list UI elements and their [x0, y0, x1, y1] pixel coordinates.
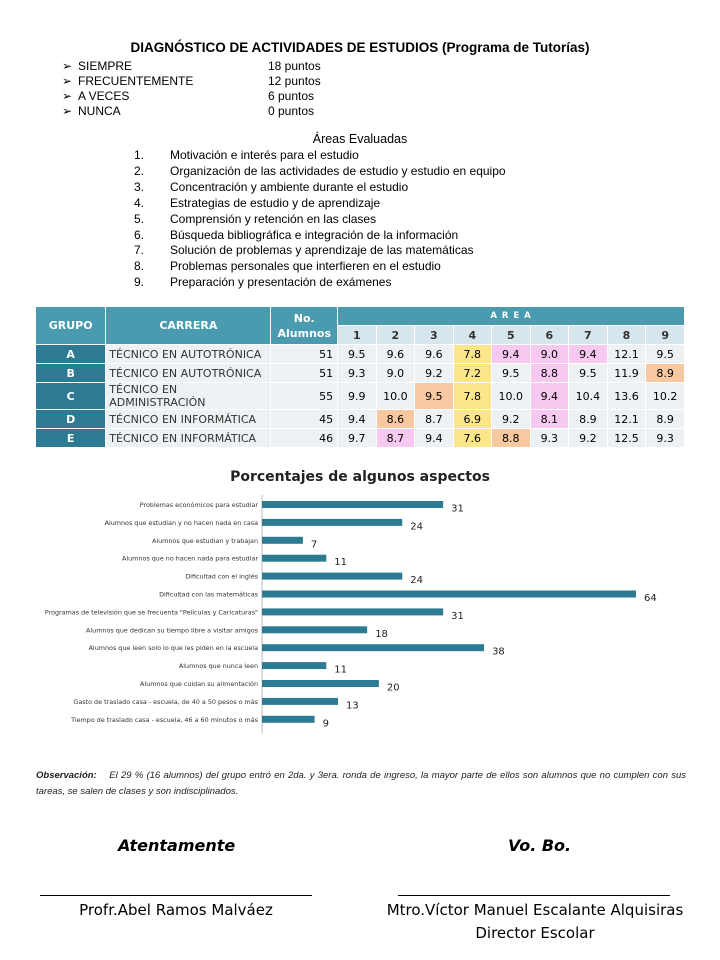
arrow-bullet-icon: ➢	[62, 74, 73, 88]
chart-value-label: 24	[410, 575, 423, 587]
chart-value-label: 31	[451, 610, 464, 622]
header-grupo: GRUPO	[36, 307, 106, 345]
career-cell: TÉCNICO EN AUTOTRÓNICA	[106, 364, 271, 383]
area-item	[134, 258, 441, 274]
table-row	[36, 345, 685, 364]
area-score-cell: 9.9	[338, 383, 376, 410]
chart-bar	[262, 501, 443, 508]
chart-bar	[262, 519, 402, 526]
area-score-cell: 8.9	[569, 410, 608, 429]
area-number: 9.	[134, 275, 145, 290]
area-score-cell: 10.0	[491, 383, 530, 410]
chart-title: Porcentajes de algunos aspectos	[230, 469, 490, 485]
area-score-cell: 9.5	[646, 345, 685, 364]
arrow-bullet-icon: ➢	[62, 104, 73, 118]
area-number: 3.	[134, 179, 145, 194]
area-score-cell: 9.6	[415, 345, 453, 364]
students-cell: 51	[271, 364, 338, 383]
chart-category-label: Problemas económicos para estudiar	[139, 501, 258, 509]
chart-category-label: Dificultad con el inglés	[185, 572, 258, 581]
area-score-cell: 9.3	[530, 429, 568, 448]
group-cell: A	[36, 345, 106, 364]
area-score-cell: 9.4	[338, 410, 376, 429]
area-text: Problemas personales que interfieren en el estudio	[170, 259, 441, 274]
area-number: 7.	[134, 243, 145, 258]
table-row	[36, 364, 685, 383]
chart-bar	[262, 644, 484, 651]
area-score-cell: 8.8	[491, 429, 530, 448]
chart-value-label: 31	[451, 503, 464, 515]
area-score-cell: 9.5	[569, 364, 608, 383]
scale-points: 6 puntos	[268, 89, 315, 103]
students-cell: 51	[271, 345, 338, 364]
area-score-cell: 12.1	[607, 345, 646, 364]
area-item	[134, 242, 474, 258]
area-score-cell: 9.5	[491, 364, 530, 383]
students-cell: 45	[271, 410, 338, 429]
area-score-cell: 9.5	[415, 383, 453, 410]
area-score-cell: 8.7	[415, 410, 453, 429]
group-cell: D	[36, 410, 106, 429]
area-text: Motivación e interés para el estudio	[170, 148, 359, 162]
area-item	[134, 147, 359, 163]
group-cell: B	[36, 364, 106, 383]
scale-item	[62, 59, 321, 74]
area-text: Comprensión y retención en las clases	[170, 211, 377, 226]
area-score-cell: 9.2	[415, 364, 453, 383]
signature-line-right	[398, 895, 670, 896]
chart-value-label: 64	[644, 593, 657, 604]
chart-category-label: Alumnos que nunca leen	[178, 662, 258, 671]
area-score-cell: 8.7	[376, 429, 415, 448]
document-title: DIAGNÓSTICO DE ACTIVIDADES DE ESTUDIOS (Programa de Tutorías)	[130, 40, 590, 55]
chart-bar	[262, 573, 402, 580]
chart-bar	[262, 591, 636, 598]
area-score-cell: 9.3	[646, 429, 685, 448]
area-column-number: 8	[607, 326, 646, 345]
scale-label: A VECES	[78, 89, 130, 103]
chart-bar	[262, 662, 326, 669]
area-score-cell: 8.8	[530, 364, 568, 383]
chart-value-label: 11	[334, 664, 348, 676]
career-cell: TÉCNICO EN AUTOTRÓNICA	[106, 345, 271, 364]
area-score-cell: 8.1	[530, 410, 568, 429]
area-score-cell: 7.6	[453, 429, 491, 448]
area-number: 8.	[134, 259, 145, 274]
chart-value-label: 7	[310, 539, 318, 551]
area-score-cell: 9.5	[338, 345, 376, 364]
area-column-number: 3	[415, 326, 453, 345]
signatory-right: Mtro.Víctor Manuel Escalante Alquisiras	[386, 901, 684, 919]
area-column-number: 6	[530, 326, 568, 345]
arrow-bullet-icon: ➢	[62, 89, 73, 103]
chart-category-label: Alumnos que estudian y trabajan	[151, 536, 258, 545]
area-number: 2.	[134, 163, 145, 178]
area-score-cell: 12.1	[607, 410, 646, 429]
area-score-cell: 10.2	[646, 383, 685, 410]
chart-bar	[262, 680, 379, 687]
header-alumnos: No. Alumnos	[271, 307, 338, 345]
header-carrera: CARRERA	[106, 307, 271, 345]
chart-category-label: Programas de televisión que se frecuenta "Películas y Caricaturas"	[44, 608, 258, 617]
area-score-cell: 9.4	[415, 429, 453, 448]
scale-item	[62, 74, 321, 89]
chart-value-label: 11	[334, 557, 348, 569]
area-score-cell: 7.8	[453, 383, 491, 410]
area-text: Solución de problemas y aprendizaje de las matemáticas	[170, 243, 474, 258]
area-score-cell: 10.4	[569, 383, 608, 410]
signature-heading-left: Atentamente	[118, 836, 236, 855]
scale-item	[62, 104, 314, 119]
area-column-number: 1	[338, 326, 376, 345]
area-score-cell: 7.2	[453, 364, 491, 383]
bar-chart	[30, 495, 670, 745]
area-score-cell: 12.5	[607, 429, 646, 448]
area-item	[134, 195, 380, 211]
area-text: Concentración y ambiente durante el estudio	[170, 179, 409, 194]
area-score-cell: 9.2	[491, 410, 530, 429]
scale-points: 12 puntos	[268, 74, 321, 88]
table-row	[36, 429, 685, 448]
area-score-cell: 9.3	[338, 364, 376, 383]
signature-heading-right: Vo. Bo.	[508, 836, 572, 855]
observation-text: El 29 % (16 alumnos) del grupo entró en 2da. y 3era. ronda de ingreso, la mayor parte de ellos son alumnos que no cumplen con sus tareas, se salen de clases y son indisciplinados.	[36, 770, 687, 797]
chart-value-label: 20	[386, 682, 400, 694]
area-score-cell: 9.4	[491, 345, 530, 364]
observation	[36, 768, 686, 800]
area-column-number: 4	[453, 326, 491, 345]
area-number: 1.	[134, 148, 145, 162]
career-cell: TÉCNICO EN ADMINISTRACIÓN	[106, 383, 271, 410]
area-column-number: 7	[569, 326, 608, 345]
chart-value-label: 18	[375, 628, 388, 640]
chart-value-label: 13	[345, 700, 359, 712]
area-column-number: 9	[646, 326, 685, 345]
chart-category-label: Tiempo de traslado casa - escuela, 46 a 60 minutos o más	[71, 715, 258, 724]
results-table	[35, 306, 685, 448]
observation-label: Observación:	[36, 770, 97, 781]
area-number: 5.	[134, 211, 145, 226]
area-item	[134, 227, 458, 243]
area-score-cell: 6.9	[453, 410, 491, 429]
areas-title: Áreas Evaluadas	[312, 132, 408, 146]
area-number: 6.	[134, 227, 145, 242]
group-cell: E	[36, 429, 106, 448]
chart-category-label: Gasto de traslado casa - escuela, de 40 a 50 pesos o más	[73, 697, 258, 706]
area-item	[134, 211, 376, 227]
area-text: Preparación y presentación de exámenes	[170, 275, 392, 290]
table-row	[36, 410, 685, 429]
area-item	[134, 163, 506, 179]
chart-value-label: 24	[410, 521, 423, 533]
area-score-cell: 8.9	[646, 364, 685, 383]
chart-bar	[262, 698, 338, 705]
chart-category-label: Dificultad con las matemáticas	[159, 590, 258, 599]
chart-bar	[262, 608, 443, 615]
area-item	[134, 274, 391, 290]
area-number: 4.	[134, 195, 145, 210]
chart-category-label: Alumnos que leen solo lo que les piden en la escuela	[88, 644, 258, 653]
chart-category-label: Alumnos que dedican su tiempo libre a visitar amigos	[86, 626, 258, 635]
scale-label: SIEMPRE	[78, 59, 133, 73]
area-score-cell: 9.2	[569, 429, 608, 448]
chart-bar	[262, 555, 326, 562]
scale-label: NUNCA	[78, 104, 121, 118]
chart-bar	[262, 716, 315, 723]
area-score-cell: 9.7	[338, 429, 376, 448]
area-text: Estrategias de estudio y de aprendizaje	[170, 195, 381, 210]
area-item	[134, 179, 408, 195]
chart-bar	[262, 537, 303, 544]
chart-category-label: Alumnos que estudian y no hacen nada en casa	[104, 518, 258, 527]
area-score-cell: 11.9	[607, 364, 646, 383]
area-score-cell: 9.6	[376, 345, 415, 364]
area-text: Organización de las actividades de estudio y estudio en equipo	[170, 163, 506, 178]
area-score-cell: 7.8	[453, 345, 491, 364]
chart-value-label: 9	[322, 718, 329, 730]
area-score-cell: 13.6	[607, 383, 646, 410]
chart-category-label: Alumnos que no hacen nada para estudiar	[121, 554, 258, 563]
area-score-cell: 8.9	[646, 410, 685, 429]
scale-label: FRECUENTEMENTE	[78, 74, 194, 88]
area-score-cell: 10.0	[376, 383, 415, 410]
area-score-cell: 9.0	[376, 364, 415, 383]
scale-points: 18 puntos	[268, 59, 321, 73]
group-cell: C	[36, 383, 106, 410]
chart-value-label: 38	[492, 646, 505, 658]
table-body	[36, 345, 685, 448]
scale-item	[62, 89, 314, 104]
chart-category-label: Alumnos que cuidan su alimentación	[140, 680, 258, 688]
arrow-bullet-icon: ➢	[62, 59, 73, 73]
chart-bar	[262, 626, 367, 633]
students-cell: 55	[271, 383, 338, 410]
area-score-cell: 8.6	[376, 410, 415, 429]
signatory-right-role: Director Escolar	[475, 924, 595, 942]
area-text: Búsqueda bibliográfica e integración de la información	[170, 227, 459, 242]
header-area: A R E A	[338, 307, 685, 326]
students-cell: 46	[271, 429, 338, 448]
scale-points: 0 puntos	[268, 104, 315, 118]
career-cell: TÉCNICO EN INFORMÁTICA	[106, 410, 271, 429]
signature-line-left	[40, 895, 312, 896]
area-column-number: 5	[491, 326, 530, 345]
table-row	[36, 383, 685, 410]
area-column-number: 2	[376, 326, 415, 345]
area-score-cell: 9.4	[569, 345, 608, 364]
area-score-cell: 9.4	[530, 383, 568, 410]
career-cell: TÉCNICO EN INFORMÁTICA	[106, 429, 271, 448]
signatory-left: Profr.Abel Ramos Malváez	[79, 901, 273, 919]
area-score-cell: 9.0	[530, 345, 568, 364]
